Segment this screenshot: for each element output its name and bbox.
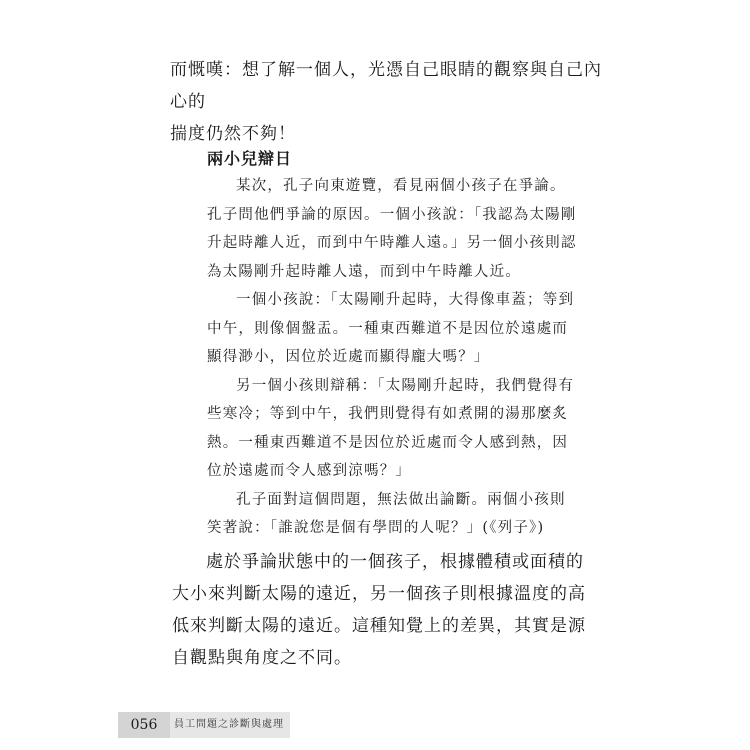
conclusion-paragraph: 處於爭論狀態中的一個孩子，根據體積或面積的大小來判斷太陽的遠近，另一個孩子則根據溫度的高低來判斷太陽的遠近。這種知覺上的差異，其實是源自觀點與角度之不同。 (172, 552, 586, 668)
story-body (207, 172, 577, 543)
story-heading: 兩小兒辯日 (207, 149, 293, 168)
story-paragraph-1: 某次，孔子向東遊覽，看見兩個小孩子在爭論。孔子問他們爭論的原因。一個小孩說：「我認為太陽剛升起時離人近，而到中午時離人遠。」另一個小孩則認為太陽剛升起時離人遠，而到中午時離人近。 (207, 178, 577, 280)
running-title: 員工問題之診斷與處理 (174, 719, 284, 730)
story-paragraph-2: 一個小孩說：「太陽剛升起時，大得像車蓋；等到中午，則像個盤盂。一種東西難道不是因位於遠處而顯得渺小，因位於近處而顯得龐大嗎？」 (207, 292, 575, 365)
story-paragraph-4: 孔子面對這個問題，無法做出論斷。兩個小孩則笑著說：「誰說您是個有學問的人呢？」(《列子》) (207, 491, 566, 536)
page-number: 056 (118, 712, 170, 738)
intro-paragraph (170, 54, 610, 150)
intro-line-2: 揣度仍然不夠！ (170, 124, 296, 144)
intro-line-1: 而慨嘆：想了解一個人，光憑自己眼睛的觀察與自己內心的 (170, 60, 602, 112)
story-paragraph-3: 另一個小孩則辯稱：「太陽剛升起時，我們覺得有些寒冷；等到中午，我們則覺得有如煮開的湯那麼炙熱。一種東西難道不是因位於近處而令人感到熱，因位於遠處而令人感到涼嗎？」 (207, 377, 575, 479)
